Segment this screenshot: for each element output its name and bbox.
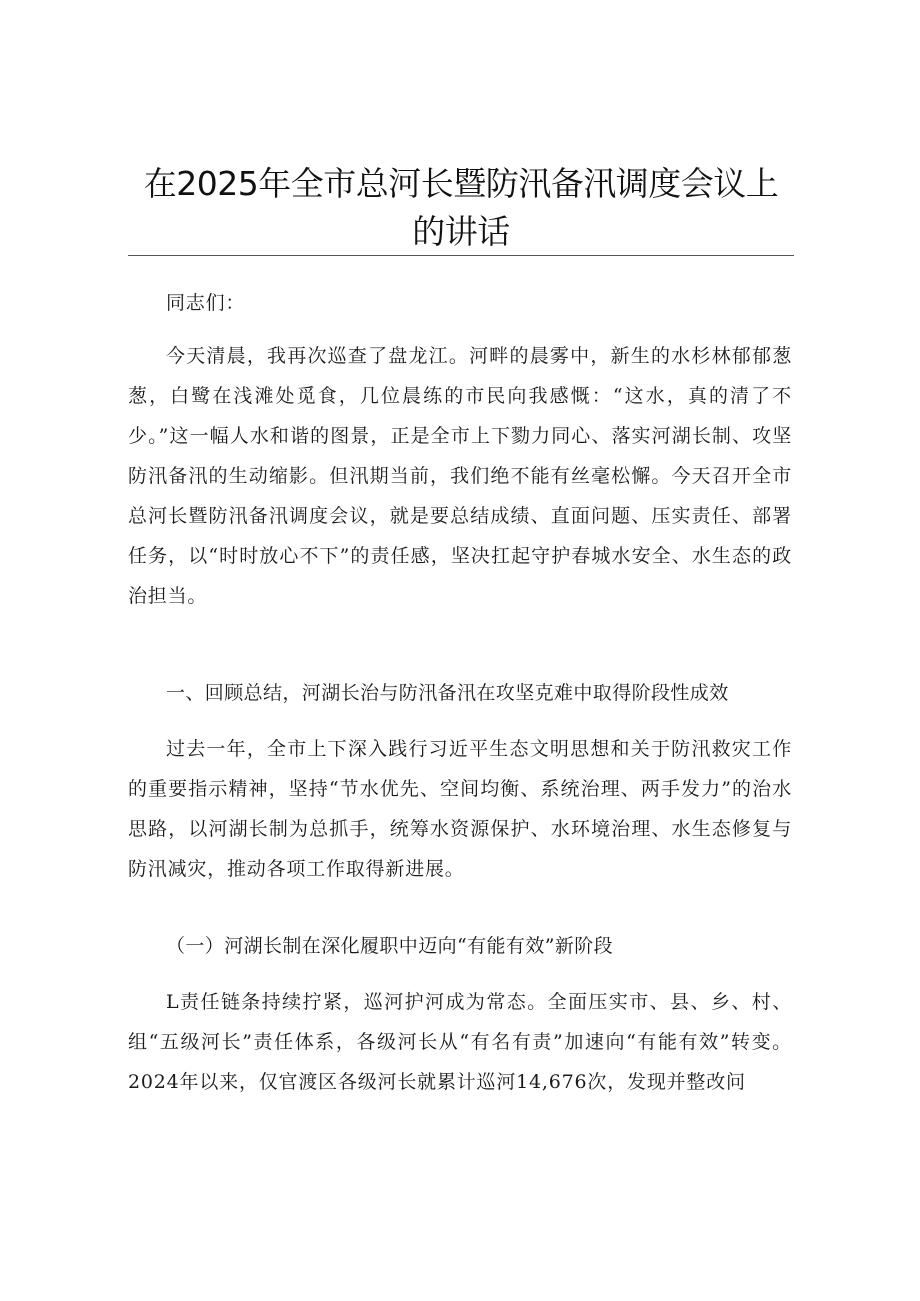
salutation: 同志们：: [166, 292, 246, 314]
document-title: 在2025年全市总河长暨防汛备汛调度会议上的讲话: [143, 164, 779, 251]
subsection-1-body: L责任链条持续拧紧，巡河护河成为常态。全面压实市、县、乡、村、组“五级河长”责任体系，各级河长从“有名有责”加速向“有能有效”转变。2024年以来，仅官渡区各级河长就累计巡河14,676次，发现并整改问: [128, 991, 792, 1093]
title-underline: [128, 255, 794, 256]
section-1-heading: 一、回顾总结，河湖长治与防汛备汛在攻坚克难中取得阶段性成效: [166, 682, 729, 704]
subsection-1-heading: （一）河湖长制在深化履职中迈向“有能有效”新阶段: [166, 935, 614, 957]
intro-paragraph: 今天清晨，我再次巡查了盘龙江。河畔的晨雾中，新生的水杉林郁郁葱葱，白鹭在浅滩处觅食，几位晨练的市民向我感慨：“这水，真的清了不少。”这一幅人水和谐的图景，正是全市上下勠力同心、落实河湖长制、攻坚防汛备汛的生动缩影。但汛期当前，我们绝不能有丝毫松懈。今天召开全市总河长暨防汛备汛调度会议，就是要总结成绩、直面问题、压实责任、部署任务，以“时时放心不下”的责任感，坚决扛起守护春城水安全、水生态的政治担当。: [128, 345, 792, 607]
section-1-body: 过去一年，全市上下深入践行习近平生态文明思想和关于防汛救灾工作的重要指示精神，坚持“节水优先、空间均衡、系统治理、两手发力”的治水思路，以河湖长制为总抓手，统筹水资源保护、水环境治理、水生态修复与防汛减灾，推动各项工作取得新进展。: [128, 738, 792, 880]
